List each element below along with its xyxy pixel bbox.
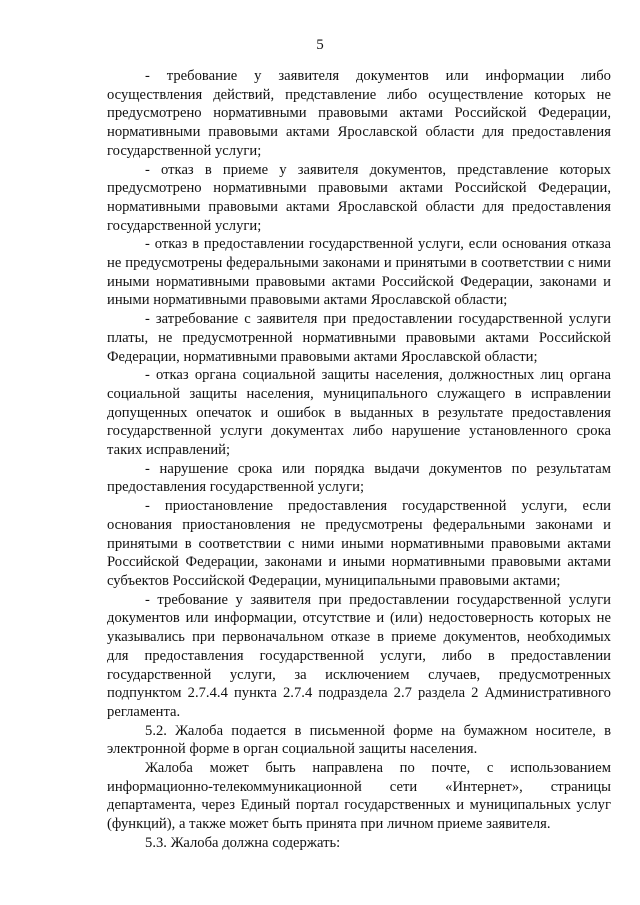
paragraph-refusal-corrections: - отказ органа социальной защиты населения, должностных лиц органа социальной защиты населения, муниципального служащего в исправлении допущенных опечаток и ошибок в выданных в результате предоставления государственной услуги документах либо нарушение установленного срока таких исправлений; — [107, 367, 611, 459]
paragraph-extra-documents: - требование у заявителя при предоставлении государственной услуги документов или информации, отсутствие и (или) недостоверность которых не указывались при первоначальном отказе в приеме документов, необходимых для предоставления государственной услуги, либо в предоставлении государственной услуги, за исключением случаев, предусмотренных подпунктом 2.7.4.4 пункта 2.7.4 подраздела 2.7 раздела 2 Административного регламента. — [107, 591, 611, 720]
paragraph-suspension: - приостановление предоставления государственной услуги, если основания приостановления не предусмотрены федеральными законами и принятыми в соответствии с ними иными нормативными правовыми актами Российской Федерации, законами и иными нормативными правовыми актами субъектов Российской Федерации, муниципальными правовыми актами; — [107, 498, 611, 589]
paragraph-deadline-violation: - нарушение срока или порядка выдачи документов по результатам предоставления государственной услуги; — [107, 460, 611, 496]
document-body — [107, 67, 611, 853]
page-number: 5 — [316, 37, 324, 53]
paragraph-fee-demand: - затребование с заявителя при предоставлении государственной услуги платы, не предусмотренной нормативными правовыми актами Российской Федерации, нормативными правовыми актами Ярославской области; — [107, 311, 611, 365]
paragraph-submission-channels: Жалоба может быть направлена по почте, с использованием информационно-телекоммуникационной сети «Интернет», страницы департамента, через Единый портал государственных и муниципальных услуг (функций), а также может быть принята при личном приеме заявителя. — [107, 760, 611, 833]
paragraph-requirement-documents: - требование у заявителя документов или информации либо осуществления действий, представление либо осуществление которых не предусмотрено нормативными правовыми актами Российской Федерации, нормативными правовыми актами Ярославской области для предоставления государственной услуги; — [107, 68, 611, 159]
paragraph-refusal-service: - отказ в предоставлении государственной услуги, если основания отказа не предусмотрены федеральными законами и принятыми в соответствии с ними иными нормативными правовыми актами Российской Федерации, законами и иными нормативными правовыми актами Ярославской области; — [107, 236, 611, 309]
paragraph-5-3: 5.3. Жалоба должна содержать: — [145, 834, 341, 851]
paragraph-5-2: 5.2. Жалоба подается в письменной форме на бумажном носителе, в электронной форме в орган социальной защиты населения. — [107, 722, 611, 758]
paragraph-refusal-acceptance: - отказ в приеме у заявителя документов, представление которых предусмотрено нормативными правовыми актами Российской Федерации, нормативными правовыми актами Ярославской области для предоставления государственной услуги; — [107, 161, 611, 234]
